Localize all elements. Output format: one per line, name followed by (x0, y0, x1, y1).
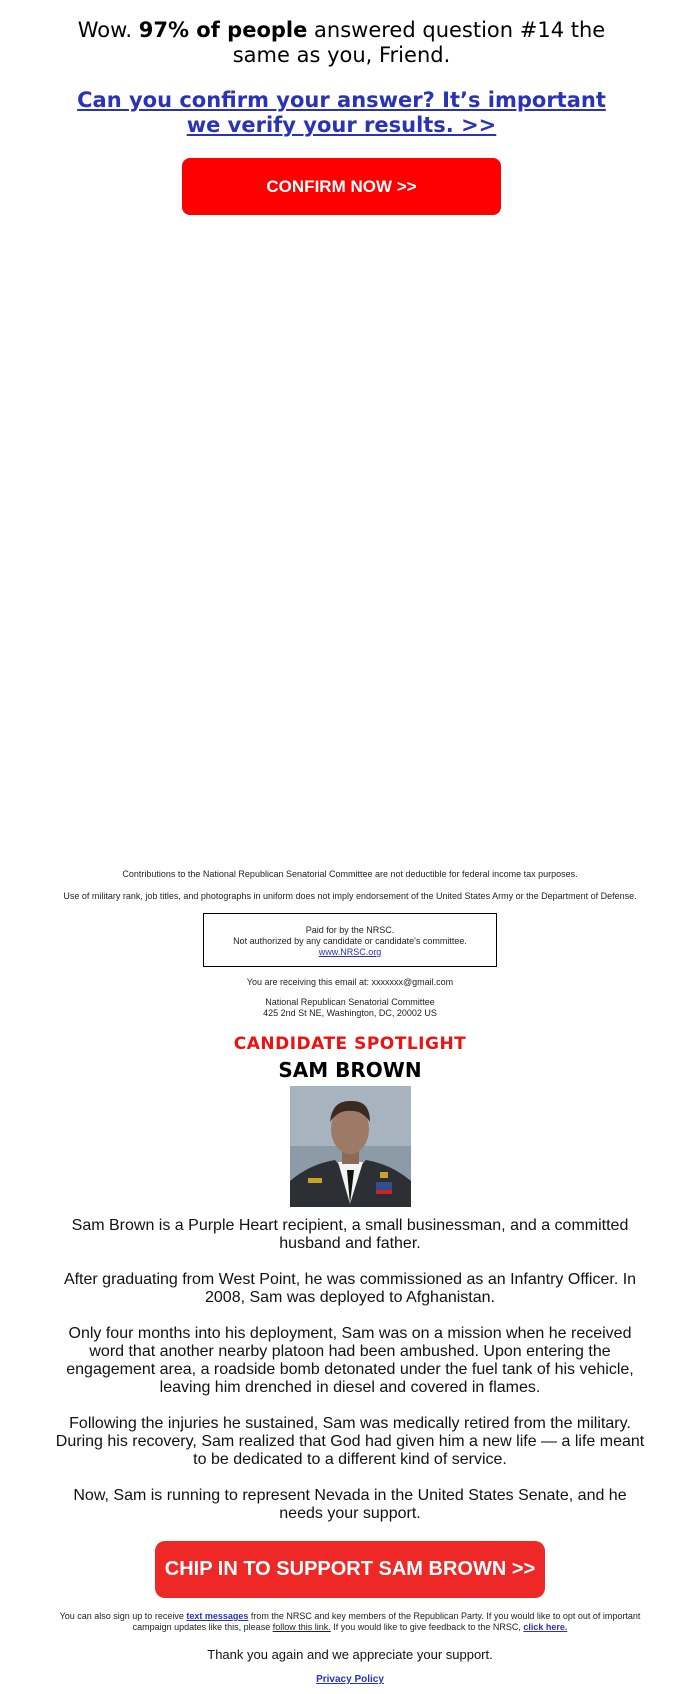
headline: Wow. 97% of people answered question #14 the same as you, Friend. (77, 18, 606, 67)
text-messages-link[interactable]: text messages (186, 1611, 249, 1621)
confirm-answer-link[interactable]: Can you confirm your answer? It’s important we verify your results. >> (77, 88, 606, 137)
confirm-now-button[interactable]: CONFIRM NOW >> (182, 158, 501, 215)
thank-you-text: Thank you again and we appreciate your support. (207, 1647, 493, 1662)
bio-paragraph: After graduating from West Point, he was commissioned as an Infantry Officer. In 2008, Sam was deployed to Afghanistan. (63, 1271, 637, 1306)
sms-optin-notice: You can also sign up to receive text messages from the NRSC and key members of the Republican Party. If you would like to opt out of important campaign updates like this, please follow this link. If you would like to give feedback to the NRSC, click here. (59, 1611, 641, 1632)
org-address: 425 2nd St NE, Washington, DC, 20002 US (263, 1008, 437, 1018)
tax-notice: Contributions to the National Republican Senatorial Committee are not deductible for federal income tax purposes. (122, 869, 578, 879)
bio-paragraph: Following the injuries he sustained, Sam was medically retired from the military. During his recovery, Sam realized that God had given him a new life — a life meant to be dedicated to a different kind of service. (55, 1415, 645, 1468)
candidate-name: SAM BROWN (278, 1058, 422, 1082)
org-name: National Republican Senatorial Committee (265, 997, 435, 1007)
receiving-email-notice: You are receiving this email at: xxxxxxx@gmail.com (246, 977, 454, 987)
candidate-portrait (290, 1086, 411, 1207)
military-notice: Use of military rank, job titles, and photographs in uniform does not imply endorsement of the United States Army or the Department of Defense. (63, 891, 637, 901)
not-authorized-text: Not authorized by any candidate or candidate's committee. (233, 936, 467, 946)
headline-highlight: 97% of people (138, 18, 308, 42)
email-footer (50, 869, 650, 1685)
paid-for-text: Paid for by the NRSC. (305, 925, 395, 935)
chip-in-button[interactable]: CHIP IN TO SUPPORT SAM BROWN >> (155, 1541, 545, 1598)
bio-paragraph: Now, Sam is running to represent Nevada in the United States Senate, and he needs your support. (73, 1487, 627, 1522)
survey-header (60, 18, 623, 215)
candidate-spotlight-title: CANDIDATE SPOTLIGHT (233, 1034, 467, 1054)
bio-paragraph: Sam Brown is a Purple Heart recipient, a small businessman, and a committed husband and father. (71, 1217, 629, 1252)
opt-out-link[interactable]: follow this link. (272, 1622, 331, 1632)
nrsc-website-link[interactable]: www.NRSC.org (318, 947, 382, 957)
bio-paragraph: Only four months into his deployment, Sam was on a mission when he received word that another nearby platoon had been ambushed. Upon entering the engagement area, a roadside bomb detonated under the fuel tank of his vehicle, leaving him drenched in diesel and covered in flames. (66, 1325, 634, 1396)
privacy-policy-link[interactable]: Privacy Policy (316, 1674, 384, 1685)
mailing-address (50, 997, 650, 1019)
feedback-link[interactable]: click here. (523, 1622, 568, 1632)
paid-for-disclaimer-box (203, 913, 497, 967)
